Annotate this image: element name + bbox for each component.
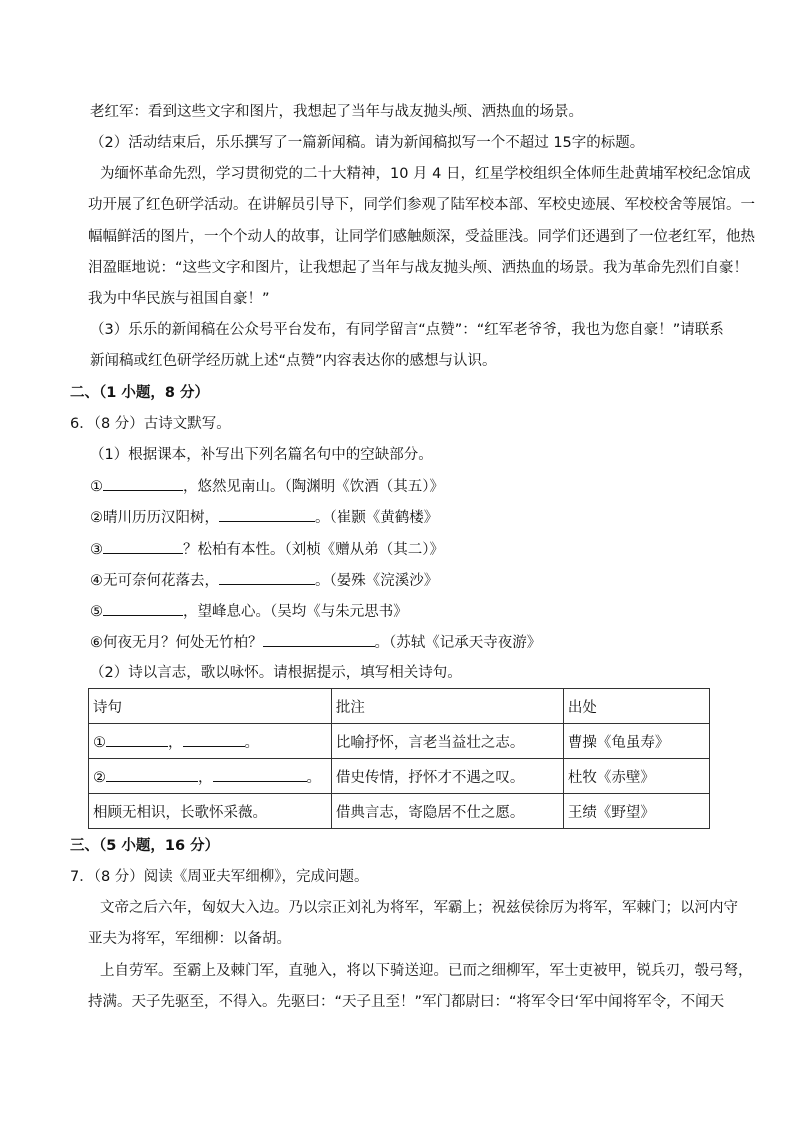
dictation-suffix: ？松柏有本性。（刘桢《赠从弟（其二）》 <box>183 542 444 558</box>
news-line: 我为中华民族与祖国自豪！” <box>88 291 270 307</box>
note-cell: 比喻抒怀，言老当益壮之志。 <box>331 724 563 759</box>
poem-cell <box>89 724 332 759</box>
note-cell: 借史传情，抒怀才不遇之叹。 <box>331 759 563 794</box>
question-6-2: （2）诗以言志，歌以咏怀。请根据提示，填写相关诗句。 <box>90 665 462 681</box>
dictation-item <box>90 601 408 622</box>
answer-blank[interactable] <box>106 767 198 782</box>
dictation-prefix: ① <box>90 479 103 495</box>
question-5-3-cont: 新闻稿或红色研学经历就上述“点赞”内容表达你的感想与认识。 <box>90 353 497 369</box>
classical-text-line: 亚夫为将军，军细柳：以备胡。 <box>88 931 291 947</box>
dictation-prefix: ③ <box>90 542 103 558</box>
table-header-row <box>89 689 710 724</box>
period: 。 <box>244 734 259 751</box>
dictation-item <box>90 507 438 528</box>
veteran-quote: 老红军：看到这些文字和图片，我想起了当年与战友抛头颅、洒热血的场景。 <box>90 104 583 120</box>
section-3-heading: 三、（5 小题，16 分） <box>70 838 220 854</box>
dictation-item <box>90 570 438 591</box>
news-line: 功开展了红色研学活动。在讲解员引导下，同学们参观了陆军校本部、军校史迹展、军校校舍等展馆。一 <box>88 197 755 213</box>
question-6-title: 6．（8 分）古诗文默写。 <box>70 416 231 432</box>
news-line: 泪盈眶地说：“这些文字和图片，让我想起了当年与战友抛头颅、洒热血的场景。我为革命先烈们自豪！ <box>88 260 749 276</box>
question-6-1: （1）根据课本，补写出下列名篇名句中的空缺部分。 <box>90 447 433 463</box>
dictation-prefix: ④无可奈何花落去， <box>90 573 219 589</box>
poem-cell <box>89 759 332 794</box>
table-row <box>89 724 710 759</box>
row-marker: ① <box>93 734 106 751</box>
news-line: 幅幅鲜活的图片，一个个动人的故事，让同学们感触颇深，受益匪浅。同学们还遇到了一位老红军，他热 <box>88 229 755 245</box>
answer-blank[interactable] <box>219 507 315 522</box>
dictation-item <box>90 539 444 560</box>
source-cell: 曹操《龟虽寿》 <box>563 724 709 759</box>
dictation-item <box>90 632 541 653</box>
source-cell: 王绩《野望》 <box>563 794 709 829</box>
section-2-heading: 二、（1 小题，8 分） <box>70 385 210 401</box>
poem-table <box>88 688 710 829</box>
dictation-suffix: ，望峰息心。（吴均《与朱元思书》 <box>183 604 408 620</box>
source-cell: 杜牧《赤壁》 <box>563 759 709 794</box>
comma: ， <box>168 734 183 751</box>
dictation-item <box>90 476 444 497</box>
answer-blank[interactable] <box>106 732 168 747</box>
classical-text-line: 持满。天子先驱至，不得入。先驱曰：“天子且至！”军门都尉曰：“将军令曰‘军中闻将军令，不闻天 <box>88 994 725 1010</box>
question-7-title: 7．（8 分）阅读《周亚夫军细柳》，完成问题。 <box>70 869 369 885</box>
answer-blank[interactable] <box>103 539 183 554</box>
note-cell: 借典言志，寄隐居不仕之愿。 <box>331 794 563 829</box>
classical-text-line: 文帝之后六年，匈奴大入边。乃以宗正刘礼为将军，军霸上；祝兹侯徐厉为将军，军棘门；以河内守 <box>100 900 738 916</box>
poem-cell: 相顾无相识，长歌怀采薇。 <box>89 794 332 829</box>
table-row <box>89 794 710 829</box>
dictation-suffix: 。（苏轼《记承天寺夜游》 <box>374 635 542 651</box>
question-5-3: （3）乐乐的新闻稿在公众号平台发布，有同学留言“点赞”：“红军老爷爷，我也为您自豪！”请联系 <box>90 322 724 338</box>
dictation-suffix: 。（崔颢《黄鹤楼》 <box>315 510 439 526</box>
comma: ， <box>198 769 213 786</box>
header-source: 出处 <box>563 689 709 724</box>
question-5-2: （2）活动结束后，乐乐撰写了一篇新闻稿。请为新闻稿拟写一个不超过 15字的标题。 <box>90 135 645 151</box>
header-note: 批注 <box>331 689 563 724</box>
dictation-suffix: 。（晏殊《浣溪沙》 <box>315 573 439 589</box>
answer-blank[interactable] <box>219 570 315 585</box>
header-poem: 诗句 <box>89 689 332 724</box>
classical-text-line: 上自劳军。至霸上及棘门军，直驰入，将以下骑送迎。已而之细柳军，军士吏被甲，锐兵刃，彀弓弩， <box>100 963 753 979</box>
dictation-suffix: ，悠然见南山。（陶渊明《饮酒（其五）》 <box>183 479 444 495</box>
answer-blank[interactable] <box>183 732 245 747</box>
table-row <box>89 759 710 794</box>
dictation-prefix: ⑥何夜无月？何处无竹柏？ <box>90 635 263 651</box>
answer-blank[interactable] <box>103 601 183 616</box>
dictation-prefix: ②晴川历历汉阳树， <box>90 510 219 526</box>
answer-blank[interactable] <box>263 632 375 647</box>
dictation-prefix: ⑤ <box>90 604 103 620</box>
news-line: 为缅怀革命先烈，学习贯彻党的二十大精神，10 月 4 日，红星学校组织全体师生赴黄埔军校纪念馆成 <box>100 166 751 182</box>
period: 。 <box>306 769 321 786</box>
row-marker: ② <box>93 769 106 786</box>
answer-blank[interactable] <box>103 476 183 491</box>
answer-blank[interactable] <box>213 767 307 782</box>
